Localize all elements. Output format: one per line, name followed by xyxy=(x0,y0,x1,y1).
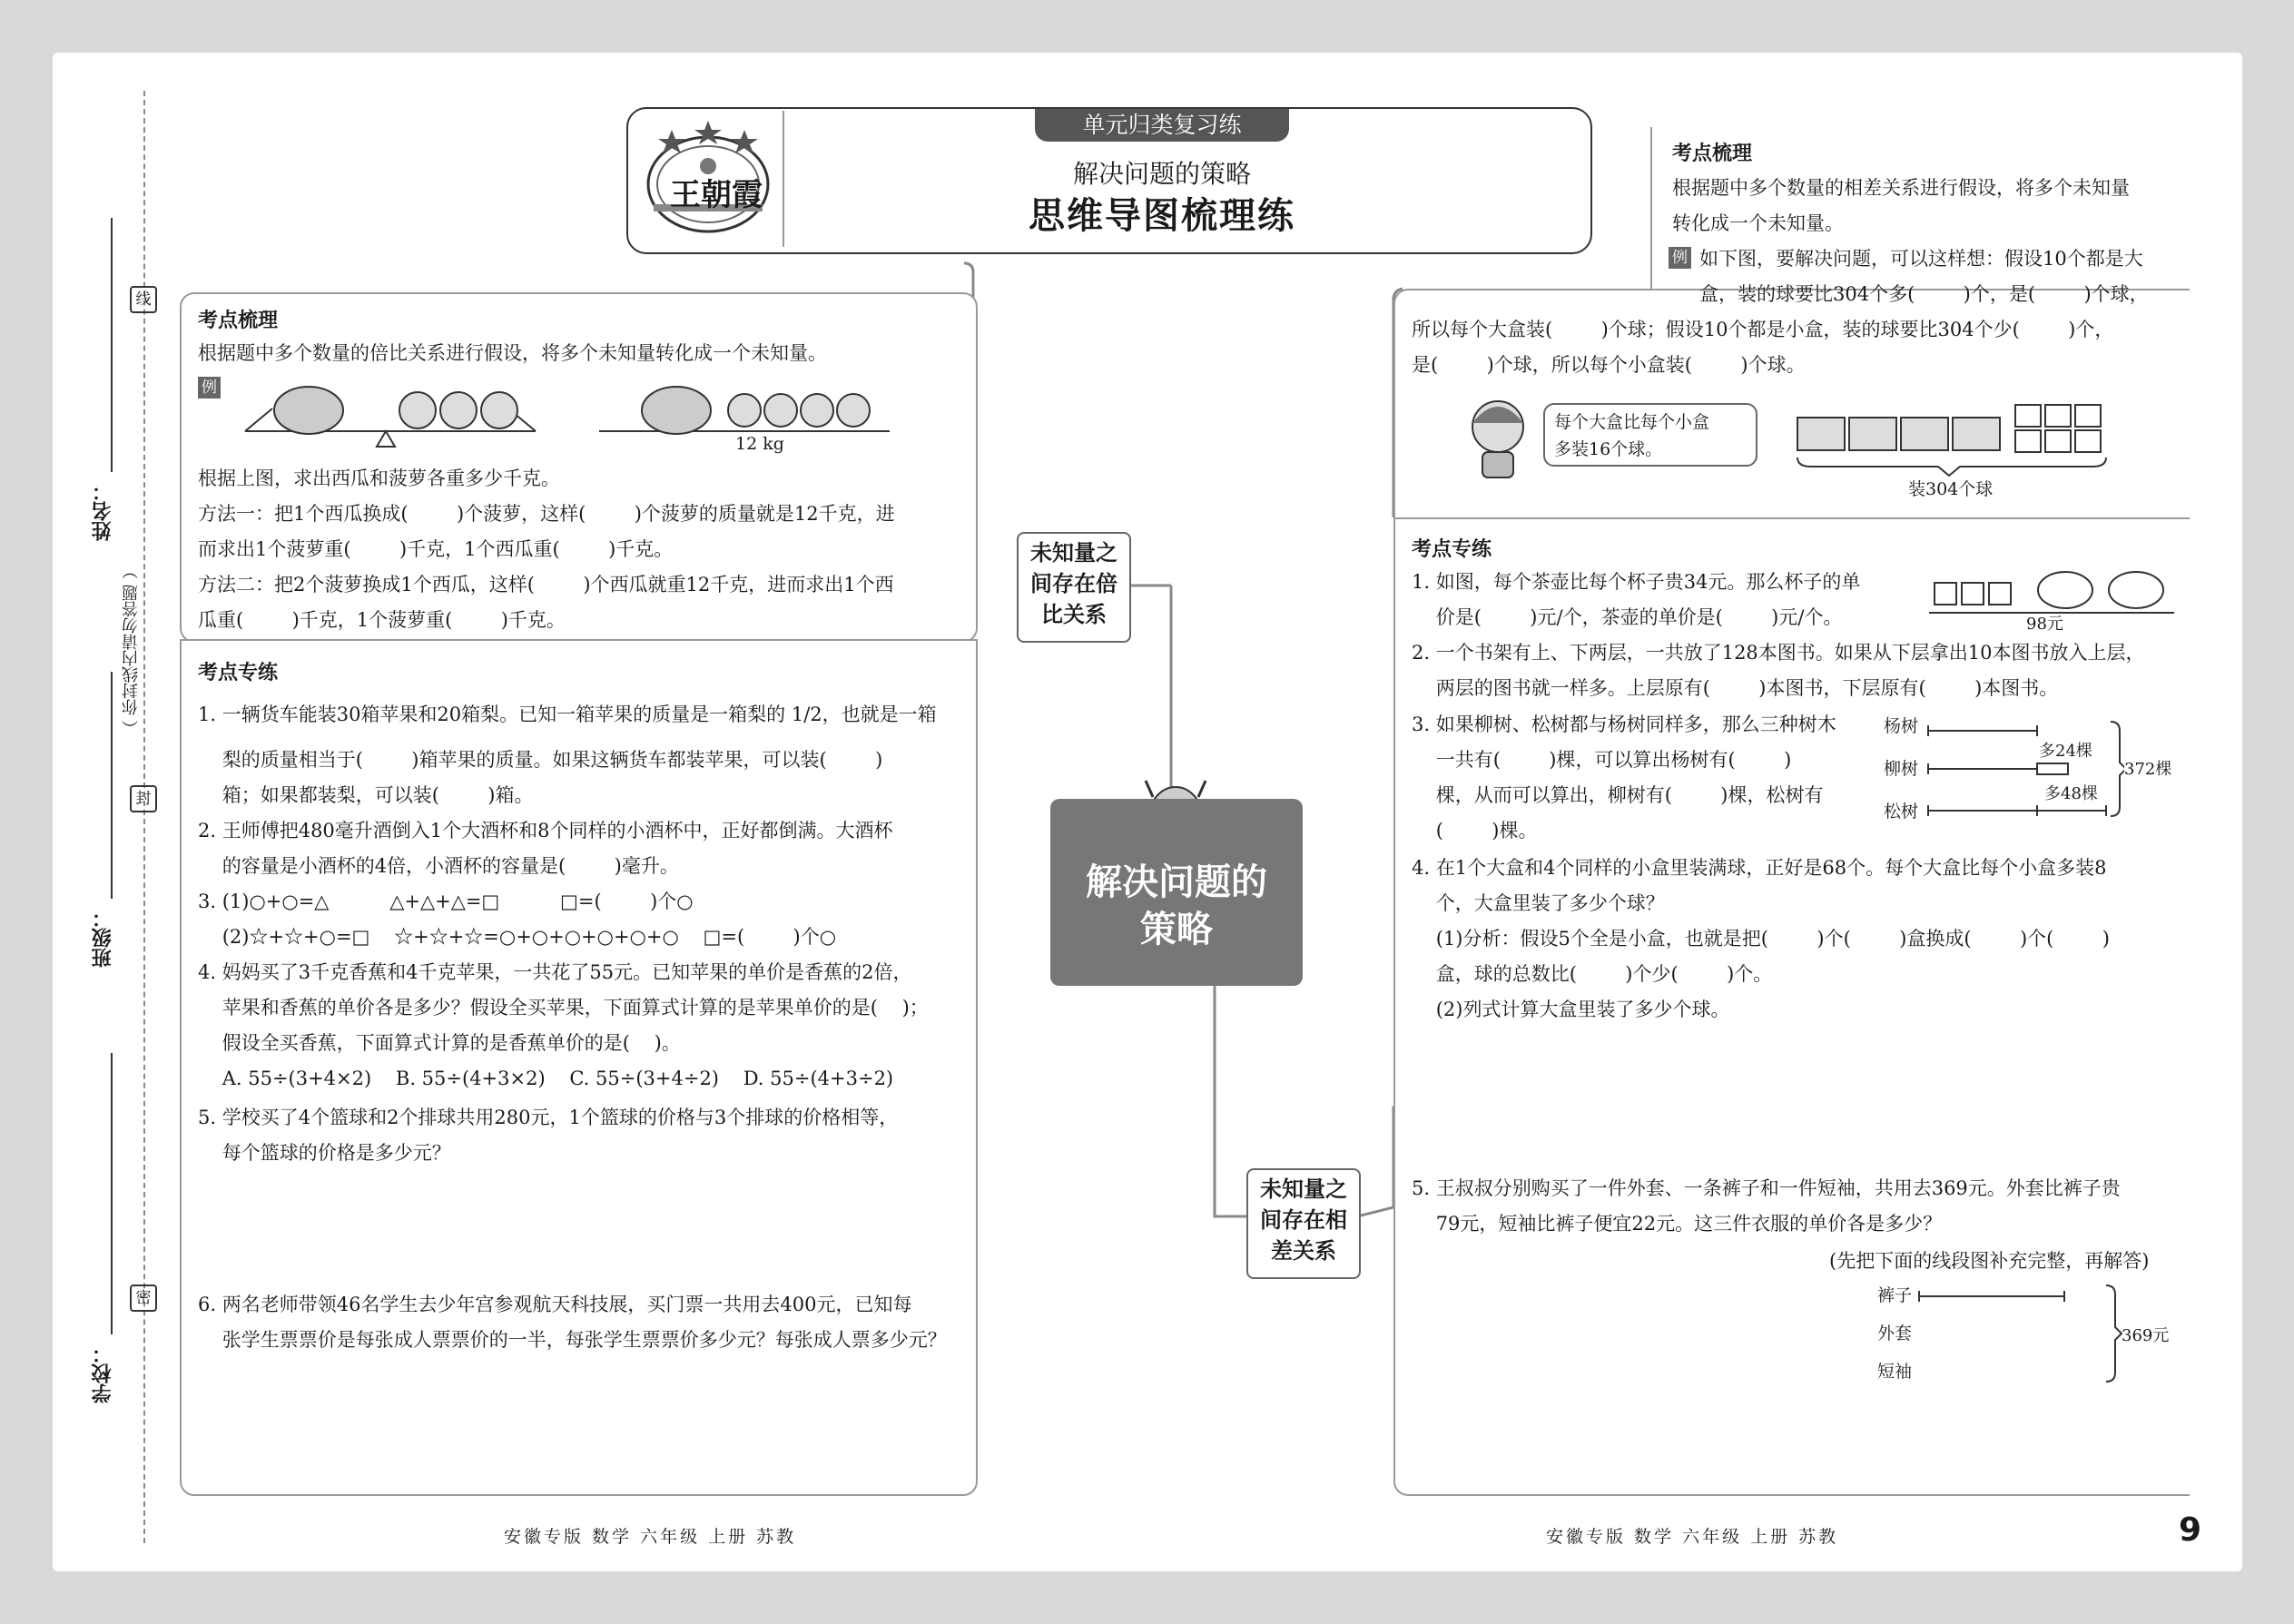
branch-ratio-label: 未知量之间存在倍比关系 xyxy=(1030,540,1117,627)
right-review-heading: 考点梳理 xyxy=(1672,143,1753,165)
left-practice-line-13: 每个篮球的价格是多少元？ xyxy=(198,1142,451,1164)
tree-label-poplar: 杨树 xyxy=(1884,716,1919,736)
right-q3-line-1: 3. 如果柳树、松树都与杨树同样多，那么三种树木 xyxy=(1412,714,1836,735)
right-q2-line-1: 2. 一个书架有上、下两层，一共放了128本图书。如果从下层拿出10本图书放入上层， xyxy=(1412,642,2145,664)
segment-label-shirt: 短袖 xyxy=(1877,1362,1913,1382)
mindmap-center-node xyxy=(1050,799,1303,986)
example-label: 例 xyxy=(198,377,221,399)
left-practice-line-9: 苹果和香蕉的单价各是多少？假设全买苹果，下面算式计算的是苹果单价的是( )； xyxy=(198,997,929,1019)
teaware-price: 98元 xyxy=(2026,615,2063,634)
left-practice-line-7: (2)☆+☆+○=□ ☆+☆+☆=○+○+○+○+○+○ □=( )个○ xyxy=(198,926,837,948)
left-review-line-3: 方法一：把1个西瓜换成( )个菠萝，这样( )个菠萝的质量就是12千克，进 xyxy=(198,503,895,525)
seal-secret-mark: 密 xyxy=(130,1284,157,1312)
left-practice-heading: 考点专练 xyxy=(198,662,279,684)
right-example-line-2: 盒，装的球要比304个多( )个，是( )个球， xyxy=(1699,283,2149,305)
left-review-line-2: 根据上图，求出西瓜和菠萝各重多少千克。 xyxy=(198,468,560,489)
speech-bubble: 每个大盒比每个小盒 多装16个球。 xyxy=(1543,403,1757,467)
right-review-border xyxy=(1650,127,1652,290)
left-practice-line-2: 梨的质量相当于( )箱苹果的质量。如果这辆货车都装苹果，可以装( ) xyxy=(198,749,883,771)
right-q4-line-3: (1)分析：假设5个全是小盒，也就是把( )个( )盒换成( )个( ) xyxy=(1412,928,2110,950)
left-practice-q6-line-1: 6. 两名老师带领46名学生去少年宫参观航天科技展，买门票一共用去400元，已知每 xyxy=(198,1294,912,1315)
seal-seal-mark: 封 xyxy=(130,785,157,812)
section-tag: 单元归类复习练 xyxy=(1035,109,1289,142)
name-label: 姓名： xyxy=(92,481,114,541)
right-q4-line-4: 盒，球的总数比( )个少( )个。 xyxy=(1412,963,1773,985)
right-q5-hint: (先把下面的线段图补充完整，再解答) xyxy=(1829,1250,2150,1272)
right-q4-line-5: (2)列式计算大盒里装了多少个球。 xyxy=(1412,999,1730,1020)
right-review-line-1: 根据题中多个数量的相差关系进行假设，将多个未知量 xyxy=(1672,177,2130,199)
left-practice-line-1: 1. 一辆货车能装30箱苹果和20箱梨。已知一箱苹果的质量是一箱梨的 1/2，也就是一箱 xyxy=(198,704,937,725)
clothes-segment-diagram xyxy=(1915,1282,2124,1391)
right-q4-line-1: 4. 在1个大盒和4个同样的小盒里装满球，正好是68个。每个大盒比每个小盒多装8 xyxy=(1412,857,2107,879)
segment-label-pants: 裤子 xyxy=(1877,1285,1913,1305)
center-label: 解决问题的策略 xyxy=(1086,861,1267,950)
segment-label-coat: 外套 xyxy=(1877,1324,1913,1343)
page-number: 9 xyxy=(2179,1511,2202,1549)
boxes-label: 装304个球 xyxy=(1908,479,1994,499)
left-practice-line-8: 4. 妈妈买了3千克香蕉和4千克苹果，一共花了55元。已知苹果的单价是香蕉的2倍， xyxy=(198,961,912,983)
left-review-heading: 考点梳理 xyxy=(198,310,279,332)
right-q5-line-2: 79元，短袖比裤子便宜22元。这三件衣服的单价各是多少？ xyxy=(1412,1213,1943,1235)
right-review-line-2: 转化成一个未知量。 xyxy=(1672,212,1844,234)
class-label: 班级： xyxy=(92,908,114,968)
branch-difference-relation xyxy=(1246,1168,1361,1279)
left-practice-q6-line-2: 张学生票票价是每张成人票票价的一半，每张学生票票价多少元？每张成人票多少元？ xyxy=(198,1329,947,1351)
footer-right: 安徽专版 数学 六年级 上册 苏教 xyxy=(1546,1527,1839,1547)
right-example-line-4: 是( )个球，所以每个小盒装( )个球。 xyxy=(1412,354,1806,376)
left-practice-line-5: 的容量是小酒杯的4倍，小酒杯的容量是( )毫升。 xyxy=(198,855,679,877)
right-q5-line-1: 5. 王叔叔分别购买了一件外套、一条裤子和一件短袖，共用去369元。外套比裤子贵 xyxy=(1412,1177,2121,1199)
school-label: 学校： xyxy=(92,1343,114,1403)
boxes-illustration xyxy=(1793,398,2120,479)
left-practice-line-6: 3. (1)○+○=△ △+△+△=□ □=( )个○ xyxy=(198,891,694,912)
right-practice-heading: 考点专练 xyxy=(1412,538,1492,561)
seal-line-mark: 线 xyxy=(130,286,157,313)
tree-label-willow: 柳树 xyxy=(1884,759,1919,779)
logo-text: 王朝霞 xyxy=(670,177,763,213)
branch-ratio-relation xyxy=(1017,532,1131,643)
weight-label: 12 kg xyxy=(735,434,784,454)
tree-label-pine: 松树 xyxy=(1884,802,1919,822)
girl-illustration xyxy=(1457,390,1539,481)
left-practice-line-3: 箱；如果都装梨，可以装( )箱。 xyxy=(198,784,534,806)
right-q4-line-2: 个，大盒里装了多少个球？ xyxy=(1412,892,1665,914)
footer-left: 安徽专版 数学 六年级 上册 苏教 xyxy=(504,1527,797,1547)
left-review-line-5: 方法二：把2个菠萝换成1个西瓜，这样( )个西瓜就重12千克，进而求出1个西 xyxy=(198,574,894,595)
binding-note: （ 你封线内请勿答题 ） xyxy=(122,563,141,737)
right-q3-line-3: 棵，从而可以算出，柳树有( )棵，松树有 xyxy=(1412,784,1824,806)
balance-illustration xyxy=(236,372,962,472)
left-practice-line-10: 假设全买香蕉，下面算式计算的是香蕉单价的是( )。 xyxy=(198,1032,681,1054)
tree-total: 372棵 xyxy=(2124,760,2172,779)
left-example-badge xyxy=(198,377,221,399)
right-q1-line-1: 1. 如图，每个茶壶比每个杯子贵34元。那么杯子的单 xyxy=(1412,571,1861,593)
left-practice-line-12: 5. 学校买了4个篮球和2个排球共用280元，1个篮球的价格与3个排球的价格相等， xyxy=(198,1107,899,1128)
right-q1-line-2: 价是( )元/个，茶壶的单价是( )元/个。 xyxy=(1412,606,1843,628)
left-review-line-4: 而求出1个菠萝重( )千克，1个西瓜重( )千克。 xyxy=(198,538,674,560)
left-practice-line-11: A. 55÷(3+4×2) B. 55÷(4+3×2) C. 55÷(3+4÷2) D. 55÷(4+3÷2) xyxy=(198,1068,894,1089)
right-q3-line-2: 一共有( )棵，可以算出杨树有( ) xyxy=(1412,749,1792,771)
right-q2-line-2: 两层的图书就一样多。上层原有( )本图书，下层原有( )本图书。 xyxy=(1412,677,2059,699)
tree-more-48: 多48棵 xyxy=(2044,784,2098,803)
right-q3-line-4: ( )棵。 xyxy=(1412,820,1538,842)
left-review-line-1: 根据题中多个数量的倍比关系进行假设，将多个未知量转化成一个未知量。 xyxy=(198,342,827,364)
tree-more-24: 多24棵 xyxy=(2039,742,2092,761)
right-example-line-1: 如下图，要解决问题，可以这样想：假设10个都是大 xyxy=(1699,248,2143,270)
right-example-badge xyxy=(1669,247,1691,269)
right-example-label: 例 xyxy=(1669,247,1691,269)
left-practice-line-4: 2. 王师傅把480毫升酒倒入1个大酒杯和8个同样的小酒杯中，正好都倒满。大酒杯 xyxy=(198,820,893,842)
clothes-total: 369元 xyxy=(2122,1326,2170,1345)
left-review-line-6: 瓜重( )千克，1个菠萝重( )千克。 xyxy=(198,609,566,631)
page-subtitle: 解决问题的策略 xyxy=(1072,159,1251,189)
branch-difference-label: 未知量之间存在相差关系 xyxy=(1260,1176,1347,1264)
right-example-line-3: 所以每个大盒装( )个球；假设10个都是小盒，装的球要比304个少( )个， xyxy=(1412,319,2114,340)
page-title: 思维导图梳理练 xyxy=(1029,195,1295,237)
